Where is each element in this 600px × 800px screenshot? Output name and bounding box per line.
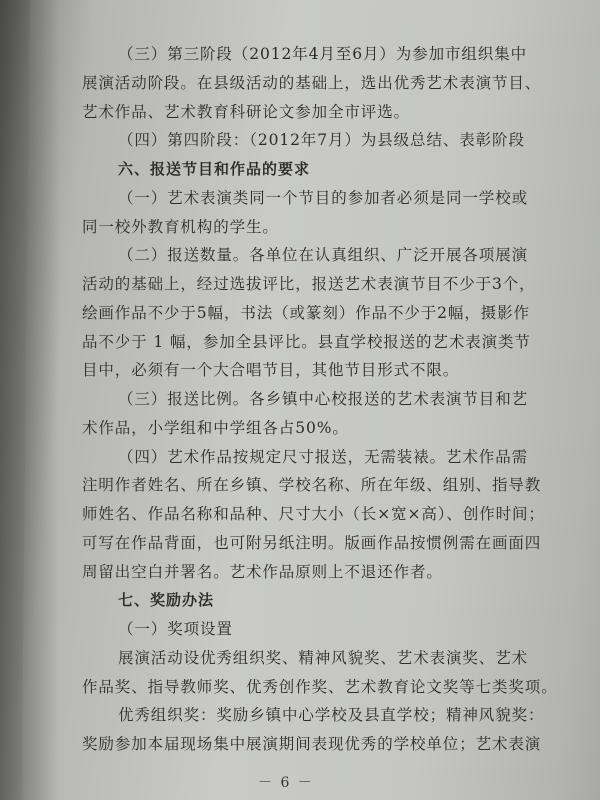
text-line: 师姓名、作品名称和品种、尺寸大小（长×宽×高）、创作时间； [82, 505, 545, 523]
text-line: 展演活动阶段。在县级活动的基础上，选出优秀艺术表演节目、 [82, 74, 542, 92]
text-line: 同一校外教育机构的学生。 [82, 218, 279, 236]
text-line: （二）报送数量。各单位在认真组织、广泛开展各项展演 [118, 246, 529, 264]
text-line: 绘画作品不少于5幅，书法（或篆刻）作品不少于2幅，摄影作 [82, 304, 530, 322]
text-line: 周留出空白并署名。艺术作品原则上不退还作者。 [82, 563, 443, 581]
text-line: 品不少于 1 幅，参加全县评比。县直学校报送的艺术表演类节 [82, 333, 531, 351]
text-line: （一）艺术表演类同一个节目的参加者必须是同一学校或 [118, 189, 529, 207]
text-line: （三）第三阶段（2012年4月至6月）为参加市组织集中 [118, 45, 527, 63]
text-line: 展演活动设优秀组织奖、精神风貌奖、艺术表演奖、艺术 [118, 649, 529, 667]
text-line: 优秀组织奖：奖励乡镇中心学校及县直学校；精神风貌奖： [118, 706, 545, 724]
text-line: 活动的基础上，经过选拔评比，报送艺术表演节目不少于3个， [82, 275, 536, 293]
text-line: 可写在作品背面，也可附另纸注明。版画作品按惯例需在画面四 [82, 534, 542, 552]
text-line: 注明作者姓名、所在乡镇、学校名称、所在年级、组别、指导教 [82, 476, 542, 494]
text-line: （四）艺术作品按规定尺寸报送，无需装裱。艺术作品需 [118, 448, 529, 466]
subsection-heading: （一）奖项设置 [118, 620, 233, 638]
text-line: （三）报送比例。各乡镇中心校报送的艺术表演节目和艺 [118, 390, 529, 408]
text-line: 艺术作品、艺术教育科研论文参加全市评选。 [82, 103, 411, 121]
text-line: 作品奖、指导教师奖、优秀创作奖、艺术教育论文奖等七类奖项。 [82, 678, 558, 696]
section-heading: 七、奖励办法 [118, 591, 215, 609]
text-line: （四）第四阶段：（2012年7月）为县级总结、表彰阶段 [118, 131, 525, 149]
page-number: － 6 － [258, 775, 314, 791]
section-heading: 六、报送节目和作品的要求 [118, 160, 311, 178]
text-line: 术作品，小学组和中学组各占50%。 [82, 419, 349, 437]
text-line: 目中，必须有一个大合唱节目，其他节目形式不限。 [82, 361, 460, 379]
text-line: 奖励参加本届现场集中展演期间表现优秀的学校单位；艺术表演 [82, 735, 542, 753]
